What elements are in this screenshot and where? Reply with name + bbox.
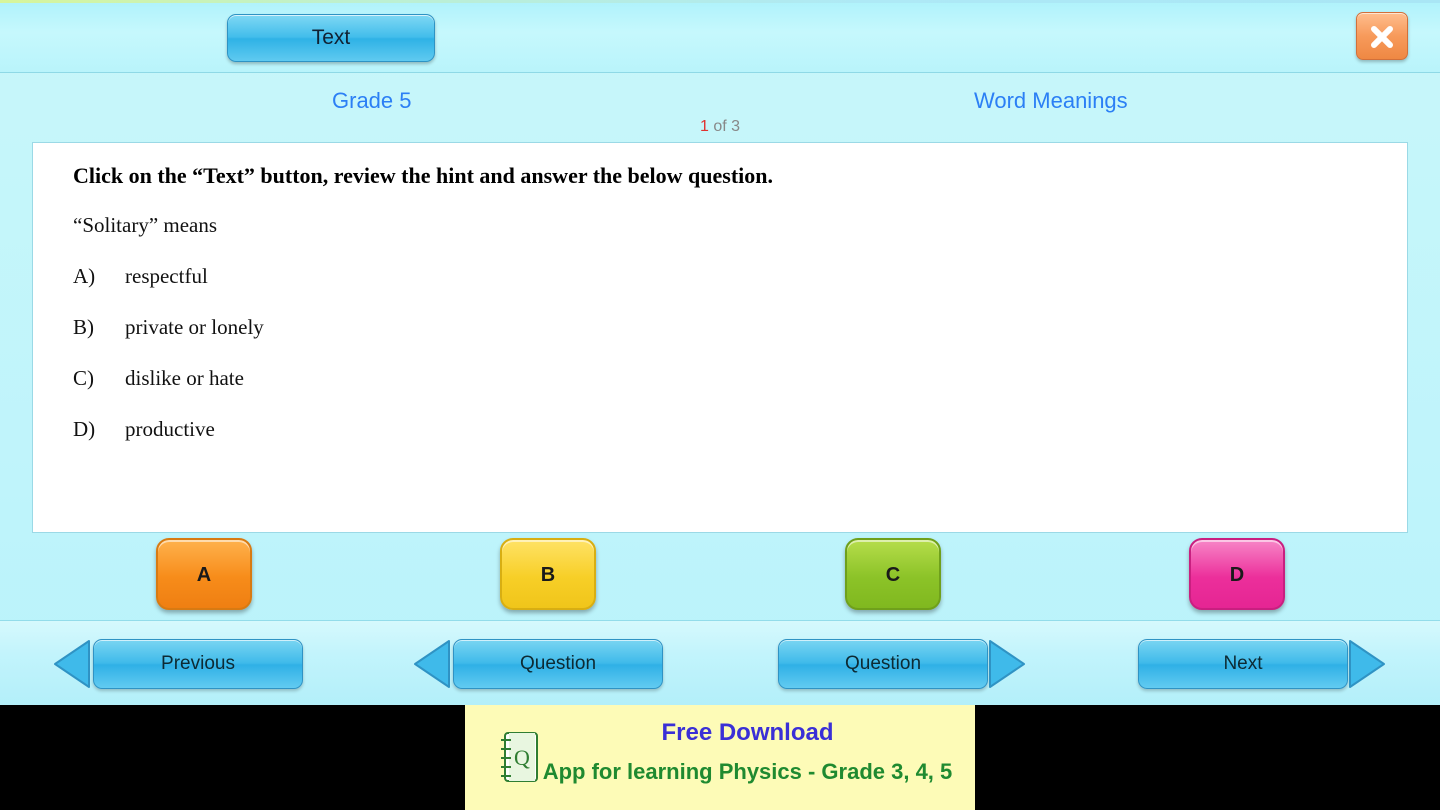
close-icon (1367, 22, 1397, 52)
text-button[interactable]: Text (227, 14, 435, 62)
answer-button-a[interactable]: A (156, 538, 252, 610)
answer-button-b[interactable]: B (500, 538, 596, 610)
next-question-button[interactable]: Question (778, 639, 988, 689)
option-label-c: C) (73, 366, 94, 390)
prev-question-button[interactable]: Question (453, 639, 663, 689)
answer-button-c[interactable]: C (845, 538, 941, 610)
previous-button[interactable]: Previous (93, 639, 303, 689)
option-row-b (73, 315, 1407, 340)
previous-group (53, 639, 303, 689)
option-label-b: B) (73, 315, 94, 339)
grade-label: Grade 5 (332, 88, 412, 113)
question-stem: “Solitary” means (73, 213, 218, 237)
previous-arrow-icon[interactable] (53, 639, 93, 689)
next-question-arrow-icon[interactable] (986, 639, 1026, 689)
prev-question-group (413, 639, 663, 689)
next-arrow-icon[interactable] (1346, 639, 1386, 689)
option-label-a: A) (73, 264, 96, 288)
ad-bar (0, 705, 1440, 810)
option-text-b: private or lonely (125, 315, 264, 339)
next-button[interactable]: Next (1138, 639, 1348, 689)
instruction-text: Click on the “Text” button, review the hint and answer the below question. (73, 163, 773, 188)
option-label-d: D) (73, 417, 96, 441)
top-bar (0, 0, 1440, 73)
topic-label: Word Meanings (974, 88, 1128, 113)
option-text-a: respectful (125, 264, 208, 288)
question-counter (0, 118, 1440, 136)
navigation-bar (0, 620, 1440, 705)
counter-total: of 3 (708, 118, 741, 135)
ad-banner[interactable] (465, 705, 975, 810)
option-row-d (73, 417, 1407, 442)
answer-button-row (0, 538, 1440, 612)
counter-current: 1 (699, 118, 709, 135)
option-text-d: productive (125, 417, 215, 441)
next-question-group (778, 639, 1028, 689)
prev-question-arrow-icon[interactable] (413, 639, 453, 689)
question-panel (32, 142, 1408, 533)
option-row-a (73, 264, 1407, 289)
top-hairline (0, 0, 1440, 3)
next-group (1138, 639, 1388, 689)
ad-subheadline: App for learning Physics - Grade 3, 4, 5 (542, 759, 953, 784)
close-button[interactable] (1356, 12, 1408, 60)
ad-headline: Free Download (661, 719, 834, 746)
svg-text:Q: Q (514, 745, 530, 770)
option-text-c: dislike or hate (125, 366, 244, 390)
option-row-c (73, 366, 1407, 391)
answer-button-d[interactable]: D (1189, 538, 1285, 610)
